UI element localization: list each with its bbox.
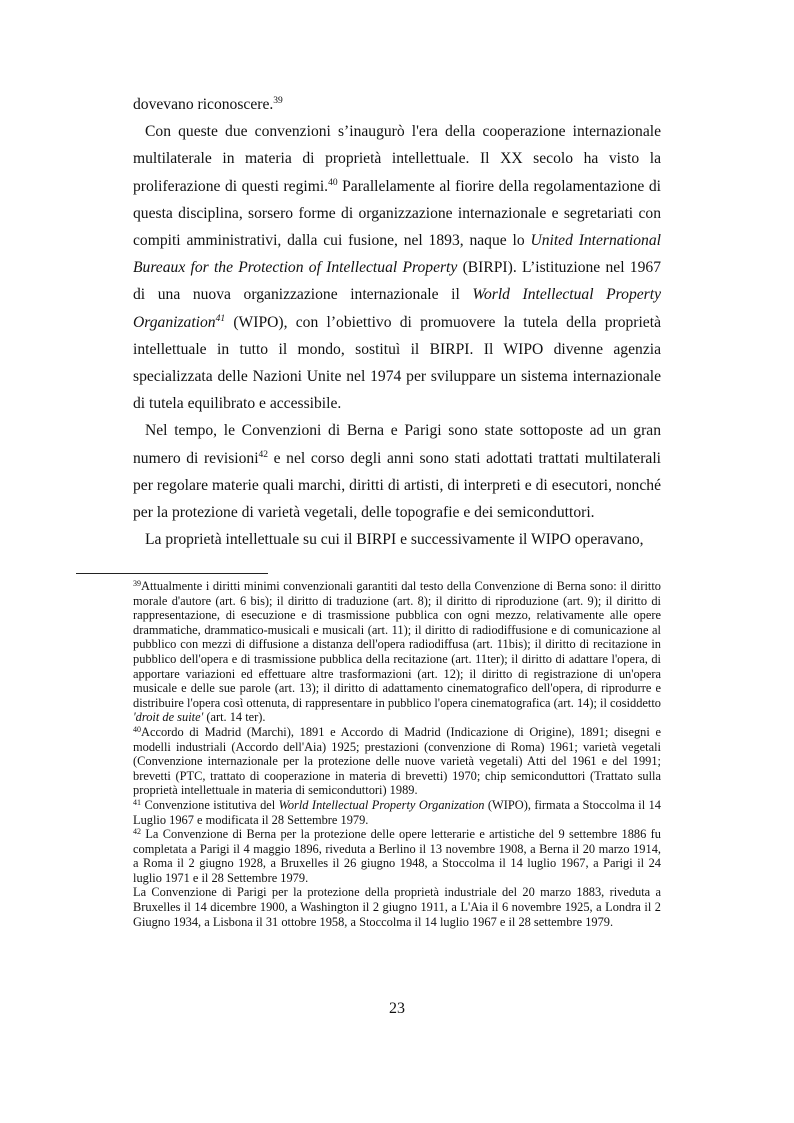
footnote-39-text-a: Attualmente i diritti minimi convenzionali garantiti dal testo della Convenzione di Berna sono: il diritto morale d'autore (art. 6 bis); il diritto di traduzione (art. 8); il diritto di riproduzione (art. 9); il diritto di rappresentazione, di esecuzione e di trasmissione pubblica con ogni mezzo, relativamente alle opere drammatiche, drammatico-musicali e musicali (art. 11); il diritto di radiodiffusione e di comunicazione al pubblico con mezzi di diffusione a distanza dell'opera radiodiffusa (art. 11bis); il diritto di recitazione in pubblico dell'opera e di trasmissione pubblica della recitazione (art. 11ter); il diritto di adattare l'opera, di apportare variazioni ed effettuare altre trasformazioni (art. 12); il diritto di registrazione di un'opera musicale e delle sue parole (art. 13); il diritto di adattamento cinematografico dell'opera, di riprodurre e distribuire l'opera così ottenuta, di rappresentare in pubblico l'opera cinematografica (art. 14); il cosiddetto [133, 579, 661, 710]
page-number: 23 [389, 1000, 405, 1017]
paragraph-2-text-b: Parallelamente al fiorire della regolamentazione di questa disciplina, sorsero forme di organizzazione internazionale e segretariati con compiti amministrativi, dalla cui fusione, nel 1893, naque lo [133, 177, 661, 250]
footnote-42-number: 42 [133, 827, 141, 837]
footnote-41 [133, 798, 661, 827]
paragraph-2-text-d: (WIPO), con l’obiettivo di promuovere la tutela della proprietà intellettuale in tutto il mondo, sostituì il BIRPI. Il WIPO divenne agenzia specializzata delle Nazioni Unite nel 1974 per sviluppare un sistema internazionale di tutela equilibrato e accessibile. [133, 313, 661, 413]
paragraph-4 [133, 526, 661, 553]
footnote-ref-40: 40 [328, 177, 338, 188]
paragraph-3 [133, 417, 661, 526]
paragraph-1-text: dovevano riconoscere. [133, 96, 274, 113]
footnote-39 [133, 579, 661, 725]
paragraph-2 [133, 118, 661, 417]
footnote-42-text-b: La Convenzione di Parigi per la protezione della proprietà industriale del 20 marzo 1883, riveduta a Bruxelles il 14 dicembre 1900, a Washington il 2 giugno 1911, a L'Aia il 6 novembre 1925, a Londra il 2 Giugno 1934, a Lisbona il 31 ottobre 1958, a Stoccolma il 14 luglio 1967 e il 28 settembre 1979. [133, 885, 661, 929]
footnote-41-text-b: (WIPO), firmata a Stoccolma il 14 Luglio 1967 e modificata il 28 Settembre 1979. [133, 797, 661, 827]
footnote-ref-42: 42 [258, 449, 269, 460]
paragraph-4-text: La proprietà intellettuale su cui il BIRPI e successivamente il WIPO operavano, [145, 531, 644, 549]
footnote-41-text-a: Convenzione istitutiva del [141, 797, 279, 812]
paragraph-2-text-a: Con queste due convenzioni s’inaugurò l'era della cooperazione internazionale multilaterale in materia di proprietà intellettuale. Il XX secolo ha visto la proliferazione di questi regimi. [133, 123, 661, 195]
footnote-41-number: 41 [133, 797, 141, 807]
birpi-name: United International Bureaux for the Protection of Intellectual Property [133, 232, 661, 277]
paragraph-2-text-c: (BIRPI). L’istituzione nel 1967 di una nuova organizzazione internazionale il [133, 259, 661, 304]
footnote-42 [133, 827, 661, 885]
footnote-41-wipo-name: World Intellectual Property Organization [278, 797, 485, 812]
footnote-ref-41: 41 [215, 313, 226, 324]
footnote-39-droit-de-suite: 'droit de suite' [133, 710, 204, 725]
footnote-39-number: 39 [133, 579, 141, 588]
paragraph-3-text-a: Nel tempo, le Convenzioni di Berna e Parigi sono state sottoposte ad un gran numero di revisioni [133, 422, 661, 467]
footnote-42-text-a: La Convenzione di Berna per la protezione delle opere letterarie e artistiche del 9 settembre 1886 fu completata a Parigi il 4 maggio 1896, riveduta a Berlino il 13 novembre 1908, a Berna il 20 marzo 1914, a Roma il 2 giugno 1928, a Bruxelles il 26 giugno 1948, a Stoccolma il 14 luglio 1967, a Parigi il 24 luglio 1971 e il 28 Settembre 1979. [133, 827, 661, 885]
footnote-42-continuation [133, 885, 661, 929]
footnotes [133, 579, 661, 929]
footnote-separator [76, 573, 268, 574]
footnote-40-number: 40 [133, 724, 141, 734]
paragraph-3-text-b: e nel corso degli anni sono stati adottati trattati multilaterali per regolare materie quali marchi, diritti di artisti, di interpreti e di esecutori, nonché per la protezione di varietà vegetali, delle topografie e dei semiconduttori. [133, 449, 661, 522]
footnote-ref-39: 39 [273, 96, 283, 106]
footnote-40 [133, 725, 661, 798]
paragraph-1 [133, 91, 661, 118]
wipo-name: World Intellectual Property Organization [133, 286, 661, 331]
footnote-40-text: Accordo di Madrid (Marchi), 1891 e Accordo di Madrid (Indicazione di Origine), 1891; disegni e modelli industriali (Accordo dell'Aia) 1925; prestazioni (convenzione di Roma) 1961; varietà vegetali (Convenzione internazionale per la protezione delle nuove varietà vegetali) Atti del 1961 e del 1991; brevetti (PTC, trattato di cooperazione in materia di brevetti) 1970; chip semiconduttori (Trattato sulla proprietà intellettuale in materia di semiconduttori) 1989. [133, 724, 661, 798]
main-text [133, 91, 661, 553]
footnote-39-text-b: (art. 14 ter). [203, 710, 266, 725]
